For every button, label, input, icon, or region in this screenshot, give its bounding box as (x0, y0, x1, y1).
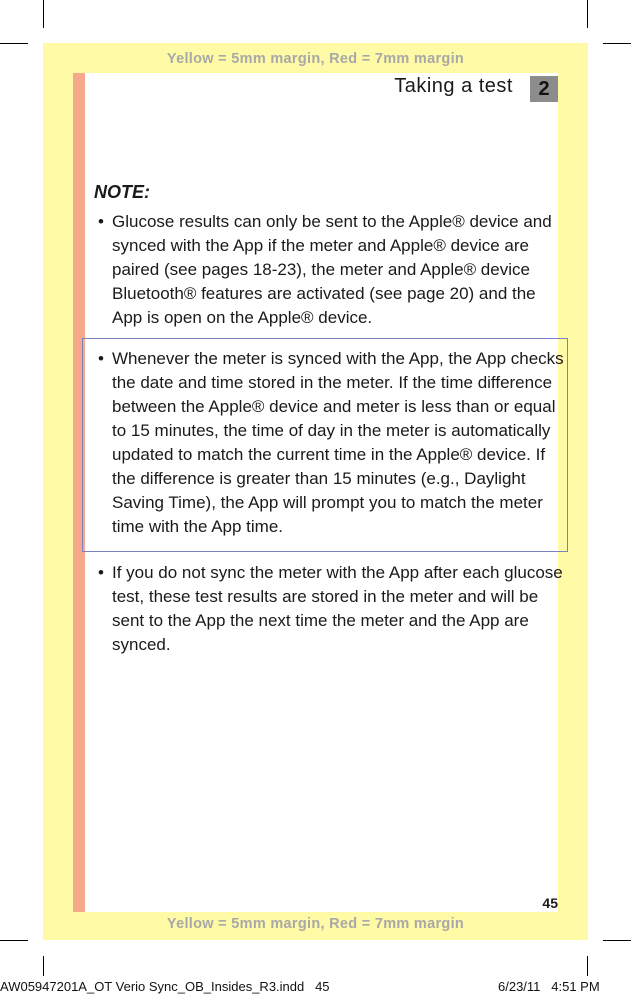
margin-guide-top: Yellow = 5mm margin, Red = 7mm margin (166, 51, 465, 67)
slug-date: 6/23/11 4:51 PM (498, 979, 600, 994)
crop-mark-bottom-left-vertical (43, 956, 44, 976)
page-number: 45 (542, 895, 558, 911)
crop-mark-bottom-right-vertical (587, 956, 588, 976)
note-heading: NOTE: (94, 182, 150, 202)
crop-mark-top-left-horizontal (0, 43, 28, 44)
bullet-text: Glucose results can only be sent to the Apple® device and synced with the App if the meter and Apple® device are paired (see pages 18-23), the meter and Apple® device Bluetooth® features are activated (see page 20) and the App is open on the Apple® device. (112, 212, 552, 327)
crop-mark-bottom-left-horizontal (0, 940, 28, 941)
bullet-dot: • (98, 349, 104, 368)
margin-guide-bottom: Yellow = 5mm margin, Red = 7mm margin (166, 916, 465, 932)
bullet-dot: • (98, 563, 104, 582)
chapter-badge: 2 (530, 76, 558, 102)
crop-mark-bottom-right-horizontal (603, 940, 631, 941)
note-bullet (94, 210, 566, 330)
section-title: Taking a test (394, 75, 513, 97)
note-bullet (94, 561, 566, 657)
highlight-box (82, 338, 568, 552)
crop-mark-top-right-horizontal (603, 43, 631, 44)
bullet-text: If you do not sync the meter with the App after each glucose test, these test results are stored in the meter and will be sent to the App the next time the meter and the App are synced. (112, 563, 563, 654)
slug-file-info: AW05947201A_OT Verio Sync_OB_Insides_R3.indd 45 (0, 979, 330, 994)
crop-mark-top-left-vertical (43, 0, 44, 28)
bullet-dot: • (98, 212, 104, 231)
crop-mark-top-right-vertical (587, 0, 588, 28)
bullet-text: Whenever the meter is synced with the App, the App checks the date and time stored in the meter. If the time difference between the Apple® device and meter is less than or equal to 15 minutes, the time of day in the meter is automatically updated to match the current time in the Apple® device. If the difference is greater than 15 minutes (e.g., Daylight Saving Time), the App will prompt you to match the meter time with the App time. (112, 349, 564, 536)
